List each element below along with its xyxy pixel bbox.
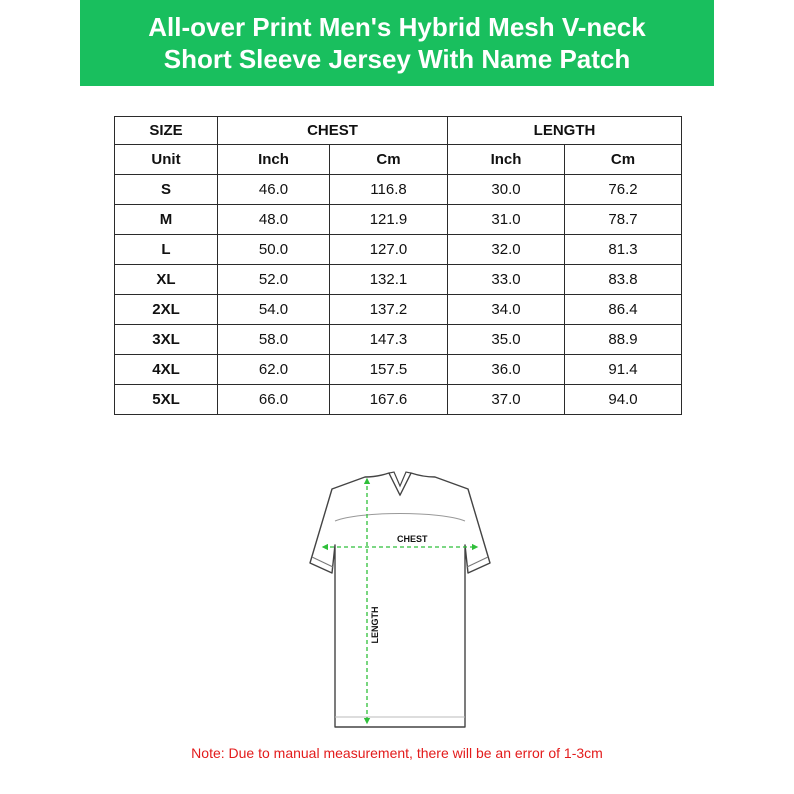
chest-cm-cell: 132.1 [330,265,448,295]
length-cm-cell: 81.3 [565,235,682,265]
length-inch-cell: 31.0 [448,205,565,235]
chest-cm-cell: 121.9 [330,205,448,235]
chest-cm-cell: 157.5 [330,355,448,385]
unit-header: Unit [115,145,218,175]
length-inch-cell: 32.0 [448,235,565,265]
size-cell: 2XL [115,295,218,325]
length-cm-cell: 86.4 [565,295,682,325]
chest-inch-cell: 54.0 [218,295,330,325]
length-cm-cell: 83.8 [565,265,682,295]
length-cm-cell: 76.2 [565,175,682,205]
length-inch-cell: 35.0 [448,325,565,355]
chest-cm-cell: 137.2 [330,295,448,325]
chest-inch-cell: 46.0 [218,175,330,205]
length-cm-header: Cm [565,145,682,175]
chest-label: CHEST [397,534,428,544]
chest-inch-header: Inch [218,145,330,175]
chest-cm-cell: 116.8 [330,175,448,205]
length-inch-cell: 37.0 [448,385,565,415]
chest-cm-cell: 127.0 [330,235,448,265]
length-cm-cell: 78.7 [565,205,682,235]
chest-inch-cell: 66.0 [218,385,330,415]
measurement-note: Note: Due to manual measurement, there will be an error of 1-3cm [191,745,603,761]
chest-header: CHEST [218,117,448,145]
v-neck-jersey-icon [310,472,490,727]
title-banner [80,0,714,86]
size-cell: S [115,175,218,205]
size-chart-table [114,116,682,415]
table-row [115,295,682,325]
table-row [115,265,682,295]
size-cell: 3XL [115,325,218,355]
size-cell: 4XL [115,355,218,385]
size-cell: XL [115,265,218,295]
chest-cm-header: Cm [330,145,448,175]
length-cm-cell: 94.0 [565,385,682,415]
length-inch-header: Inch [448,145,565,175]
title-line-2: Short Sleeve Jersey With Name Patch [163,44,631,74]
table-row [115,325,682,355]
length-inch-cell: 30.0 [448,175,565,205]
length-inch-cell: 33.0 [448,265,565,295]
jersey-diagram [305,465,495,733]
chest-inch-cell: 58.0 [218,325,330,355]
size-cell: L [115,235,218,265]
length-header: LENGTH [448,117,682,145]
table-row [115,385,682,415]
chest-cm-cell: 147.3 [330,325,448,355]
size-cell: 5XL [115,385,218,415]
table-row [115,205,682,235]
table-row [115,175,682,205]
chest-inch-cell: 48.0 [218,205,330,235]
group-header-row [115,117,682,145]
table-row [115,355,682,385]
size-cell: M [115,205,218,235]
title-line-1: All-over Print Men's Hybrid Mesh V-neck [148,12,646,42]
table-row [115,235,682,265]
length-label: LENGTH [370,606,380,644]
chest-inch-cell: 50.0 [218,235,330,265]
length-cm-cell: 88.9 [565,325,682,355]
chest-cm-cell: 167.6 [330,385,448,415]
size-header: SIZE [115,117,218,145]
unit-header-row [115,145,682,175]
length-cm-cell: 91.4 [565,355,682,385]
chest-inch-cell: 52.0 [218,265,330,295]
chest-inch-cell: 62.0 [218,355,330,385]
length-inch-cell: 36.0 [448,355,565,385]
length-inch-cell: 34.0 [448,295,565,325]
